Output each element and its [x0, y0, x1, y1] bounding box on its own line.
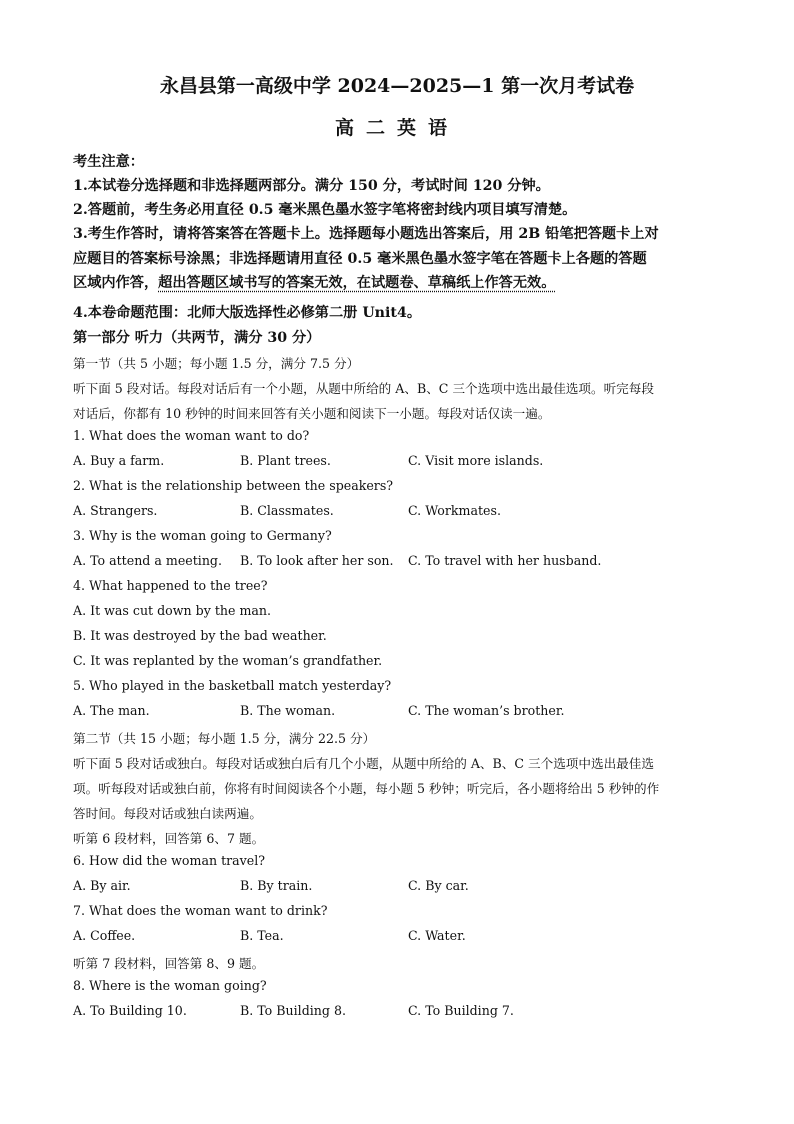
- option-6b: B. By train.: [240, 878, 313, 893]
- part1-heading: 第一部分 听力（共两节，满分 30 分）: [73, 330, 321, 346]
- option-5c: C. The woman’s brother.: [408, 703, 565, 718]
- section2-instruction-3: 答时间。每段对话或独白读两遍。: [73, 806, 262, 821]
- notice-item-3: 3.考生作答时，请将答案答在答题卡上。选择题每小题选出答案后，用 2B 铅笔把答题卡上对: [73, 226, 659, 242]
- material-6-note: 听第 6 段材料，回答第 6、7 题。: [73, 831, 265, 846]
- question-3: 3. Why is the woman going to Germany?: [73, 528, 332, 543]
- option-4c: C. It was replanted by the woman’s grandfather.: [73, 653, 383, 668]
- option-7b: B. Tea.: [240, 928, 284, 943]
- option-8c: C. To Building 7.: [408, 1003, 514, 1018]
- question-5: 5. Who played in the basketball match yesterday?: [73, 678, 392, 693]
- notice-item-2: 2.答题前，考生务必用直径 0.5 毫米黑色墨水签字笔将密封线内项目填写清楚。: [73, 202, 577, 218]
- notice-item-3-end: [73, 272, 733, 292]
- question-1: 1. What does the woman want to do?: [73, 428, 310, 443]
- option-2b: B. Classmates.: [240, 503, 334, 518]
- question-7: 7. What does the woman want to drink?: [73, 903, 328, 918]
- option-4a: A. It was cut down by the man.: [73, 603, 272, 618]
- notice-emphasis: 超出答题区域书写的答案无效，在试题卷、草稿纸上作答无效。: [158, 275, 556, 291]
- option-4b: B. It was destroyed by the bad weather.: [73, 628, 327, 643]
- option-1b: B. Plant trees.: [240, 453, 331, 468]
- option-2a: A. Strangers.: [73, 503, 158, 518]
- option-7c: C. Water.: [408, 928, 466, 943]
- question-8: 8. Where is the woman going?: [73, 978, 267, 993]
- question-2: 2. What is the relationship between the speakers?: [73, 478, 394, 493]
- section2-instruction-1: 听下面 5 段对话或独白。每段对话或独白后有几个小题，从题中所给的 A、B、C 三个选项中选出最佳选: [73, 756, 654, 771]
- option-6c: C. By car.: [408, 878, 469, 893]
- notice-heading: 考生注意：: [73, 154, 144, 170]
- question-4: 4. What happened to the tree?: [73, 578, 268, 593]
- notice-item-3-cont: 应题目的答案标号涂黑；非选择题请用直径 0.5 毫米黑色墨水签字笔在答题卡上各题的答题: [73, 251, 647, 267]
- section1-instruction-1: 听下面 5 段对话。每段对话后有一个小题，从题中所给的 A、B、C 三个选项中选出最佳选项。听完每段: [73, 381, 654, 396]
- option-5b: B. The woman.: [240, 703, 336, 718]
- option-3b: B. To look after her son.: [240, 553, 394, 568]
- option-3a: A. To attend a meeting.: [73, 553, 222, 568]
- notice-text: 区域内作答，: [73, 275, 159, 291]
- material-7-note: 听第 7 段材料，回答第 8、9 题。: [73, 956, 265, 971]
- option-1a: A. Buy a farm.: [73, 453, 165, 468]
- option-5a: A. The man.: [73, 703, 150, 718]
- option-8b: B. To Building 8.: [240, 1003, 346, 1018]
- option-7a: A. Coffee.: [73, 928, 136, 943]
- notice-item-1: 1.本试卷分选择题和非选择题两部分。满分 150 分，考试时间 120 分钟。: [73, 178, 550, 194]
- question-6: 6. How did the woman travel?: [73, 853, 266, 868]
- option-6a: A. By air.: [73, 878, 131, 893]
- section1-heading: 第一节（共 5 小题；每小题 1.5 分，满分 7.5 分）: [73, 356, 360, 371]
- section1-instruction-2: 对话后，你都有 10 秒钟的时间来回答有关小题和阅读下一小题。每段对话仅读一遍。: [73, 406, 551, 421]
- option-8a: A. To Building 10.: [73, 1003, 187, 1018]
- option-1c: C. Visit more islands.: [408, 453, 544, 468]
- option-2c: C. Workmates.: [408, 503, 501, 518]
- section2-heading: 第二节（共 15 小题；每小题 1.5 分，满分 22.5 分）: [73, 731, 376, 746]
- subject-title: 高二英语: [334, 117, 459, 139]
- exam-title: 永昌县第一高级中学 2024—2025—1 第一次月考试卷: [159, 75, 635, 97]
- option-3c: C. To travel with her husband.: [408, 553, 602, 568]
- section2-instruction-2: 项。听每段对话或独白前，你将有时间阅读各个小题，每小题 5 秒钟；听完后，各小题将给出 5 秒钟的作: [73, 781, 660, 796]
- notice-item-4: 4.本卷命题范围：北师大版选择性必修第二册 Unit4。: [73, 305, 422, 321]
